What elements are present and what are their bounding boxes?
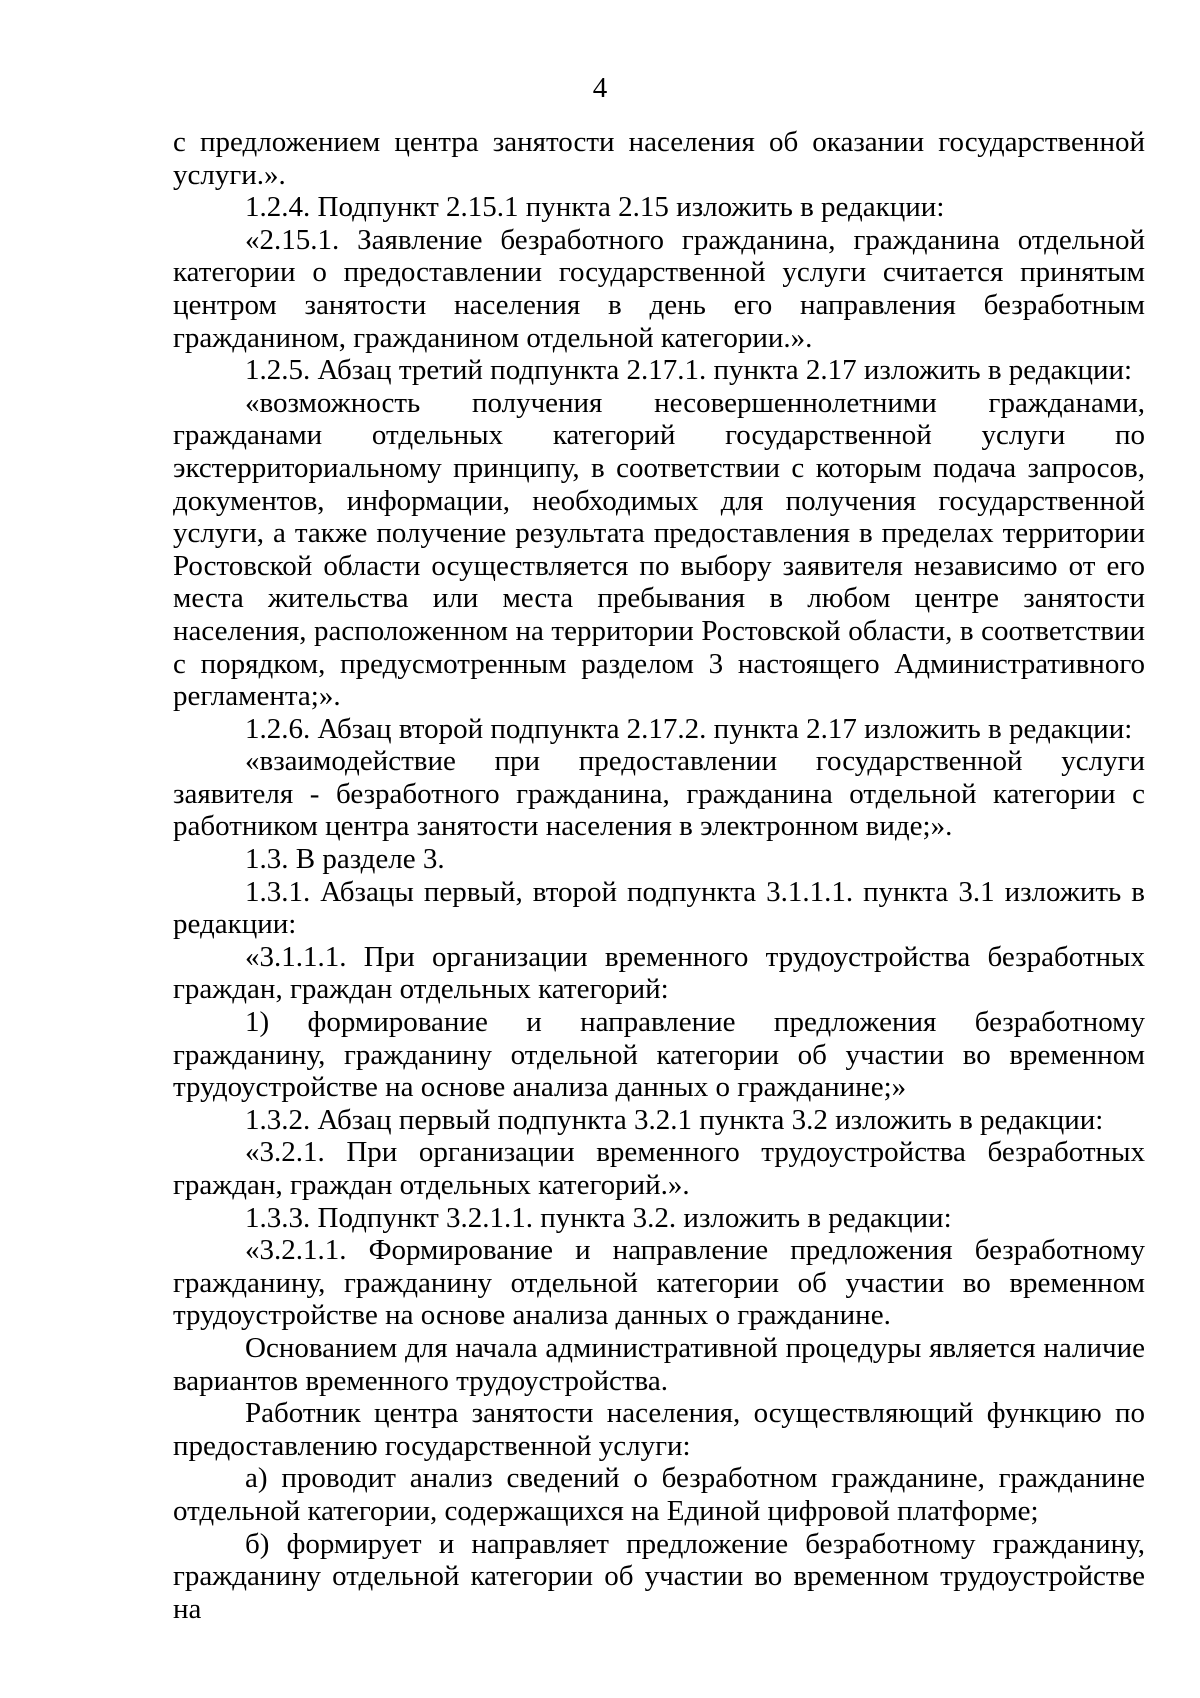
paragraph-10: «3.1.1.1. При организации временного трудоустройства безработных граждан, граждан отдельных категорий:	[173, 940, 1145, 1006]
paragraph-3: «2.15.1. Заявление безработного гражданина, гражданина отдельной категории о предоставлении государственной услуги считается принятым центром занятости населения в день его направления безработным гражданином, гражданином отдельной категории.».	[173, 223, 1145, 354]
paragraph-15: «3.2.1.1. Формирование и направление предложения безработному гражданину, гражданину отдельной категории об участии во временном трудоустройстве на основе анализа данных о гражданине.	[173, 1234, 1145, 1332]
paragraph-6: 1.2.6. Абзац второй подпункта 2.17.2. пункта 2.17 изложить в редакции:	[245, 712, 1133, 745]
paragraph-5: «возможность получения несовершеннолетними гражданами, гражданами отдельных категорий государственной услуги по экстерриториальному принципу, в соответствии с которым подача запросов, документов, информации, необходимых для получения государственной услуги, а также получение результата предоставления в пределах территории Ростовской области осуществляется по выбору заявителя независимо от его места жительства или места пребывания в любом центре занятости населения, расположенном на территории Ростовской области, в соответствии с порядком, предусмотренным разделом 3 настоящего Административного регламента;».	[173, 386, 1145, 713]
paragraph-8: 1.3. В разделе 3.	[245, 843, 445, 876]
paragraph-7: «взаимодействие при предоставлении государственной услуги заявителя - безработного гражданина, гражданина отдельной категории с работником центра занятости населения в электронном виде;».	[173, 745, 1145, 843]
paragraph-9: 1.3.1. Абзацы первый, второй подпункта 3.1.1.1. пункта 3.1 изложить в редакции:	[173, 875, 1145, 941]
paragraph-12: 1.3.2. Абзац первый подпункта 3.2.1 пункта 3.2 изложить в редакции:	[245, 1103, 1104, 1136]
paragraph-4: 1.2.5. Абзац третий подпункта 2.17.1. пункта 2.17 изложить в редакции:	[245, 354, 1133, 387]
page-number: 4	[592, 72, 608, 104]
paragraph-19: б) формирует и направляет предложение безработному гражданину, гражданину отдельной категории об участии во временном трудоустройстве на	[173, 1527, 1145, 1625]
paragraph-11: 1) формирование и направление предложения безработному гражданину, гражданину отдельной категории об участии во временном трудоустройстве на основе анализа данных о гражданине;»	[173, 1006, 1145, 1104]
paragraph-18: а) проводит анализ сведений о безработном гражданине, гражданине отдельной категории, содержащихся на Единой цифровой платформе;	[173, 1462, 1145, 1527]
paragraph-13: «3.2.1. При организации временного трудоустройства безработных граждан, граждан отдельных категорий.».	[173, 1136, 1145, 1201]
paragraph-17: Работник центра занятости населения, осуществляющий функцию по предоставлению государственной услуги:	[173, 1397, 1145, 1462]
paragraph-1: с предложением центра занятости населения об оказании государственной услуги.».	[173, 126, 1145, 191]
paragraph-16: Основанием для начала административной процедуры является наличие вариантов временного трудоустройства.	[173, 1331, 1145, 1397]
paragraph-2: 1.2.4. Подпункт 2.15.1 пункта 2.15 изложить в редакции:	[245, 191, 945, 224]
paragraph-14: 1.3.3. Подпункт 3.2.1.1. пункта 3.2. изложить в редакции:	[245, 1201, 952, 1234]
document-body	[173, 126, 1145, 1625]
